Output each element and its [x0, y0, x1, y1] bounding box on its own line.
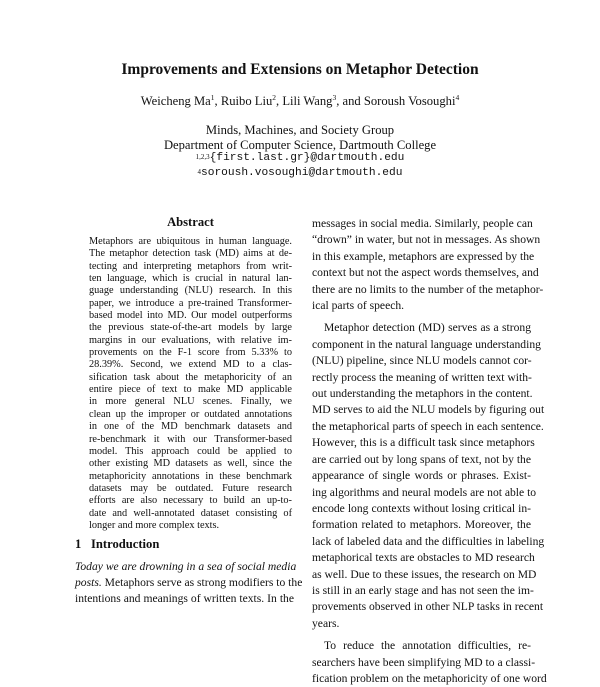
- text-line: other existing MD datasets as well, since the: [89, 458, 292, 470]
- text-line: Today we are drowning in a sea of social media: [75, 560, 297, 573]
- text-line: metaphoricity annotations in these benchmark: [89, 470, 292, 482]
- text-line: the metaphorical parts of speech in each sentence.: [312, 419, 544, 433]
- text-line: margins in our evaluations, with relative im-: [89, 334, 292, 346]
- text-line: in this example, metaphors are expressed by the: [312, 249, 535, 263]
- text-line: longer and more complex texts.: [89, 519, 220, 531]
- author-sup: 3: [332, 93, 337, 102]
- text-line: However, this is a difficult task since metaphors: [312, 436, 535, 450]
- section-number: 1: [75, 537, 82, 551]
- text-line: sification task about the metaphoricity of an: [89, 371, 292, 383]
- email-line: [0, 166, 600, 181]
- paper-title: Improvements and Extensions on Metaphor Detection: [121, 61, 479, 78]
- text-line: in one of the MD benchmark datasets and: [89, 421, 292, 433]
- text-line: messages in social media. Similarly, people can: [312, 217, 533, 230]
- text-line: the previous state-of-the-art models by large: [89, 322, 292, 334]
- text-line: Metaphors are ubiquitous in human language.: [89, 236, 292, 247]
- author-list: [0, 94, 600, 109]
- text-line: The metaphor detection task (MD) aims at de-: [89, 248, 292, 260]
- text-line: based model into MD. Our model outperforms: [89, 310, 292, 322]
- text-line: entire piece of text to make MD applicable: [89, 384, 292, 396]
- text-line: paper, we introduce a pre-trained Transformer-: [89, 297, 292, 309]
- text-line: ing algorithms and neural models are not able to: [312, 485, 537, 499]
- text-line: searchers have been simplifying MD to a classi-: [312, 655, 536, 669]
- text-line: in more general NLU scenes. Finally, we: [89, 396, 292, 408]
- text-line: as well. Due to these issues, the research on MD: [312, 567, 537, 581]
- paragraph: [312, 216, 544, 314]
- text-line: ten language, which is crucial in natural lan-: [89, 273, 292, 285]
- text-line: model. This approach could be applied to: [89, 445, 292, 457]
- text-line: Metaphor detection (MD) serves as a strong: [324, 321, 531, 335]
- section-heading: [75, 537, 159, 552]
- author-sep: ,: [276, 94, 283, 108]
- text-line: posts. Metaphors serve as strong modifiers to the: [75, 576, 303, 589]
- text-line: To reduce the annotation difficulties, re-: [324, 639, 531, 653]
- text-line: there are no limits to the number of the metaphor-: [312, 282, 544, 296]
- text-line: appearance of single words or phrases. Exist-: [312, 469, 531, 483]
- author-sep: ,: [214, 94, 221, 108]
- text-line: encode long contexts without losing critical in-: [312, 501, 531, 515]
- author-sep: , and: [336, 94, 364, 108]
- text-line: rectly process the meaning of written text with-: [312, 370, 532, 384]
- text-line: guage understanding (NLU) research. In this: [89, 285, 292, 297]
- text-line: “drown” in water, but not in messages. As shown: [312, 233, 541, 247]
- paragraph: [312, 320, 545, 632]
- text-line: intentions and meanings of written texts. In the: [75, 592, 294, 605]
- text-line: MD serves to aid the NLU models by figuring out: [312, 403, 545, 417]
- affiliation-department: Department of Computer Science, Dartmouth College: [163, 138, 437, 152]
- text-line: lack of labeled data and the difficulties in labeling: [312, 534, 545, 548]
- email-sup: 1,2,3: [195, 153, 210, 161]
- text-line: (NLU) pipeline, since NLU models cannot cor-: [312, 354, 532, 368]
- text-line: re-benchmark it with our Transformer-based: [89, 433, 292, 445]
- text-line: component in the natural language understanding: [312, 337, 541, 351]
- text-line: metaphorical texts are obstacles to MD research: [312, 551, 535, 565]
- author-sup: 1: [210, 93, 215, 102]
- email-line: [0, 151, 600, 166]
- text-line: ical parts of speech.: [312, 299, 405, 313]
- right-column: [312, 216, 547, 687]
- text-line: provements observed in other NLP tasks in recent: [312, 600, 544, 614]
- email-address: {first.last.gr}@dartmouth.edu: [209, 152, 405, 164]
- paragraph: [312, 638, 547, 687]
- author-sup: 4: [455, 93, 460, 102]
- text-line: context but not the aspect words themselves, and: [312, 266, 539, 280]
- abstract-heading: Abstract: [167, 215, 214, 229]
- text-line: are carried out by long spans of text, not by the: [312, 452, 531, 466]
- section-title: Introduction: [91, 537, 160, 551]
- text-line: tecting and interpreting metaphors from writ-: [89, 260, 292, 272]
- text-line: efforts are also necessary to build an up-to-: [89, 495, 292, 507]
- text-line: out understanding the metaphors in the content.: [312, 387, 533, 401]
- author-sup: 2: [272, 93, 277, 102]
- text-line: is still in an early stage and has not seen the im-: [312, 583, 534, 597]
- text-line: 28.39%. Second, we extend MD to a clas-: [89, 359, 292, 371]
- text-line: formation related to metaphors. Moreover, the: [312, 518, 531, 532]
- text-line: provements on the F-1 score from 5.33% to: [89, 347, 292, 359]
- text-line: fication problem on the metaphoricity of one word: [312, 671, 547, 685]
- affiliation: [0, 123, 600, 153]
- text-line: date and well-annotated dataset consisting of: [89, 507, 292, 519]
- text-line: datasets may be outdated. Future research: [89, 482, 292, 494]
- text-line: years.: [312, 616, 340, 630]
- author-name: Soroush Vosoughi: [363, 94, 456, 108]
- abstract-body: [89, 236, 292, 532]
- email-sup: 4: [197, 168, 202, 176]
- affiliation-group: Minds, Machines, and Society Group: [205, 123, 395, 137]
- email-address: soroush.vosoughi@dartmouth.edu: [201, 167, 403, 179]
- author-name: Weicheng Ma: [140, 94, 211, 108]
- author-name: Lili Wang: [282, 94, 333, 108]
- text-line: clean up the improper or outdated annotations: [89, 408, 292, 420]
- author-name: Ruibo Liu: [220, 94, 273, 108]
